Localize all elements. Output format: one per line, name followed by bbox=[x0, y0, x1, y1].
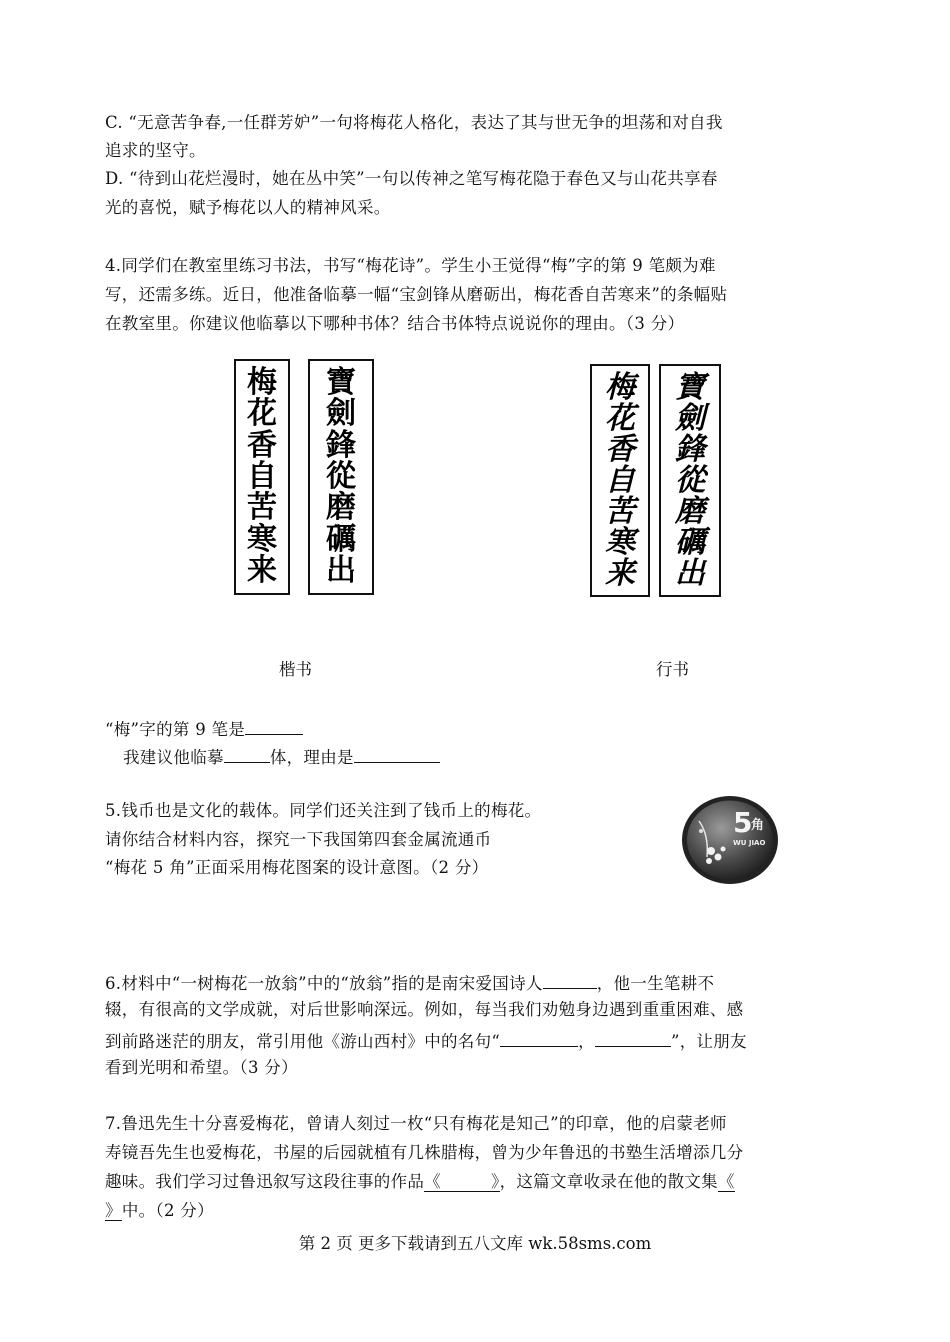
q6-line4: 看到光明和希望。（3 分） bbox=[105, 1058, 298, 1077]
scroll-char: 花 bbox=[247, 396, 277, 432]
q5-line2: 请你结合材料内容，探究一下我国第四套金属流通币 bbox=[105, 830, 492, 849]
kaishu-scroll-left bbox=[234, 359, 290, 595]
q6-line1 bbox=[105, 970, 714, 995]
option-d-line1: D. “待到山花烂漫时，她在丛中笑”一句以传神之笔写梅花隐于春色又与山花共享春 bbox=[105, 169, 718, 188]
scroll-char: 出 bbox=[675, 555, 705, 591]
coin-image bbox=[681, 795, 779, 885]
scroll-char: 鋒 bbox=[675, 431, 705, 467]
option-c-line2: 追求的坚守。 bbox=[105, 141, 206, 160]
scroll-char: 梅 bbox=[605, 369, 635, 405]
scroll-char: 劍 bbox=[326, 396, 356, 432]
scroll-char: 寶 bbox=[675, 369, 705, 405]
caption-kaishu: 楷书 bbox=[279, 660, 312, 679]
scroll-char: 鋒 bbox=[326, 427, 356, 463]
q4-line3: 在教室里。你建议他临摹以下哪种书体？结合书体特点说说你的理由。（3 分） bbox=[105, 314, 685, 333]
q7-line3-d: ，这篇文章收录在他的散文集 bbox=[499, 1172, 718, 1191]
answer-blank[interactable] bbox=[424, 1172, 499, 1192]
scroll-char: 劍 bbox=[675, 400, 705, 436]
scroll-char: 出 bbox=[326, 553, 356, 589]
q4-answer2-mid: 体，理由是 bbox=[269, 748, 354, 767]
q6-line3 bbox=[105, 1028, 747, 1053]
scroll-char: 来 bbox=[605, 555, 635, 591]
q7-line3 bbox=[105, 1171, 735, 1193]
q4-answer2-prefix: 我建议他临摹 bbox=[123, 748, 224, 767]
scroll-char: 磨 bbox=[326, 490, 356, 526]
coin-pinyin: WU JIAO bbox=[733, 839, 766, 847]
book-mark-close: 》 bbox=[491, 1172, 500, 1191]
kaishu-scroll-right bbox=[308, 359, 374, 595]
scroll-char: 香 bbox=[247, 427, 277, 463]
q4-answer2 bbox=[123, 744, 440, 769]
q4-answer1 bbox=[105, 716, 303, 741]
answer-blank[interactable] bbox=[245, 716, 303, 735]
q7-line4-b: 中。（2 分） bbox=[121, 1201, 214, 1220]
option-c-line1: C. “无意苦争春,一任群芳妒”一句将梅花人格化，表达了其与世无争的坦荡和对自我 bbox=[105, 113, 723, 132]
xingshu-scroll-left bbox=[590, 364, 650, 597]
q6-line1-a: 6.材料中“一树梅花一放翁”中的“放翁”指的是南宋爱国诗人 bbox=[105, 974, 543, 993]
scroll-char: 寒 bbox=[247, 521, 277, 557]
answer-blank[interactable] bbox=[500, 1028, 578, 1047]
scroll-char: 礪 bbox=[675, 524, 705, 560]
scroll-char: 梅 bbox=[247, 364, 277, 400]
q6-line3-c: ”，让朋友 bbox=[670, 1032, 747, 1051]
q7-line3-a: 趣味。我们学习过鲁迅叙写这段往事的作品 bbox=[105, 1172, 425, 1191]
scroll-char: 来 bbox=[247, 553, 277, 589]
scroll-char: 花 bbox=[605, 400, 635, 436]
page-footer: 第 2 页 更多下载请到五八文库 wk.58sms.com bbox=[298, 1234, 652, 1253]
book-mark-close: 》 bbox=[105, 1201, 122, 1220]
scroll-char: 自 bbox=[247, 458, 277, 494]
coin-value: 5 bbox=[733, 806, 753, 839]
scroll-char: 寒 bbox=[605, 524, 635, 560]
book-mark-open: 《 bbox=[717, 1172, 735, 1191]
answer-blank[interactable] bbox=[543, 970, 597, 989]
q6-line3-b: ， bbox=[578, 1032, 595, 1051]
q6-line3-a: 到前路迷茫的朋友，常引用他《游山西村》中的名句“ bbox=[105, 1032, 501, 1051]
answer-blank[interactable] bbox=[595, 1028, 671, 1047]
book-mark-open: 《 bbox=[424, 1172, 442, 1191]
scroll-char: 從 bbox=[326, 458, 356, 494]
q4-line2: 写，还需多练。近日，他准备临摹一幅“宝剑锋从磨砺出，梅花香自苦寒来”的条幅贴 bbox=[105, 285, 728, 304]
q5-line3: “梅花 5 角”正面采用梅花图案的设计意图。（2 分） bbox=[105, 858, 489, 877]
xingshu-scroll-right bbox=[659, 364, 721, 597]
scroll-char: 磨 bbox=[675, 493, 705, 529]
q5-line1: 5.钱币也是文化的载体。同学们还关注到了钱币上的梅花。 bbox=[105, 801, 542, 820]
scroll-char: 香 bbox=[605, 431, 635, 467]
q7-line1: 7.鲁迅先生十分喜爱梅花，曾请人刻过一枚“只有梅花是知己”的印章，他的启蒙老师 bbox=[105, 1114, 727, 1133]
q4-answer1-prefix: “梅”字的第 9 笔是 bbox=[105, 720, 246, 739]
scroll-char: 苦 bbox=[605, 493, 635, 529]
scroll-char: 苦 bbox=[247, 490, 277, 526]
option-d-line2: 光的喜悦，赋予梅花以人的精神风采。 bbox=[105, 198, 391, 217]
q4-line1: 4.同学们在教室里练习书法，书写“梅花诗”。学生小王觉得“梅”字的第 9 笔颇为难 bbox=[105, 256, 716, 275]
caption-xingshu: 行书 bbox=[656, 660, 689, 679]
q7-line4 bbox=[105, 1200, 214, 1222]
q6-line1-b: ，他一生笔耕不 bbox=[596, 974, 715, 993]
coin-unit: 角 bbox=[751, 818, 765, 833]
q7-line2: 寿镜吾先生也爱梅花，书屋的后园就植有几株腊梅，曾为少年鲁迅的书塾生活增添几分 bbox=[105, 1143, 744, 1162]
scroll-char: 自 bbox=[605, 462, 635, 498]
scroll-char: 寶 bbox=[326, 364, 356, 400]
answer-blank[interactable] bbox=[354, 744, 440, 763]
answer-blank[interactable] bbox=[224, 744, 270, 763]
scroll-char: 礪 bbox=[326, 521, 356, 557]
q6-line2: 辍，有很高的文学成就，对后世影响深远。例如，每当我们劝勉身边遇到重重困难、感 bbox=[105, 1000, 744, 1019]
scroll-char: 從 bbox=[675, 462, 705, 498]
